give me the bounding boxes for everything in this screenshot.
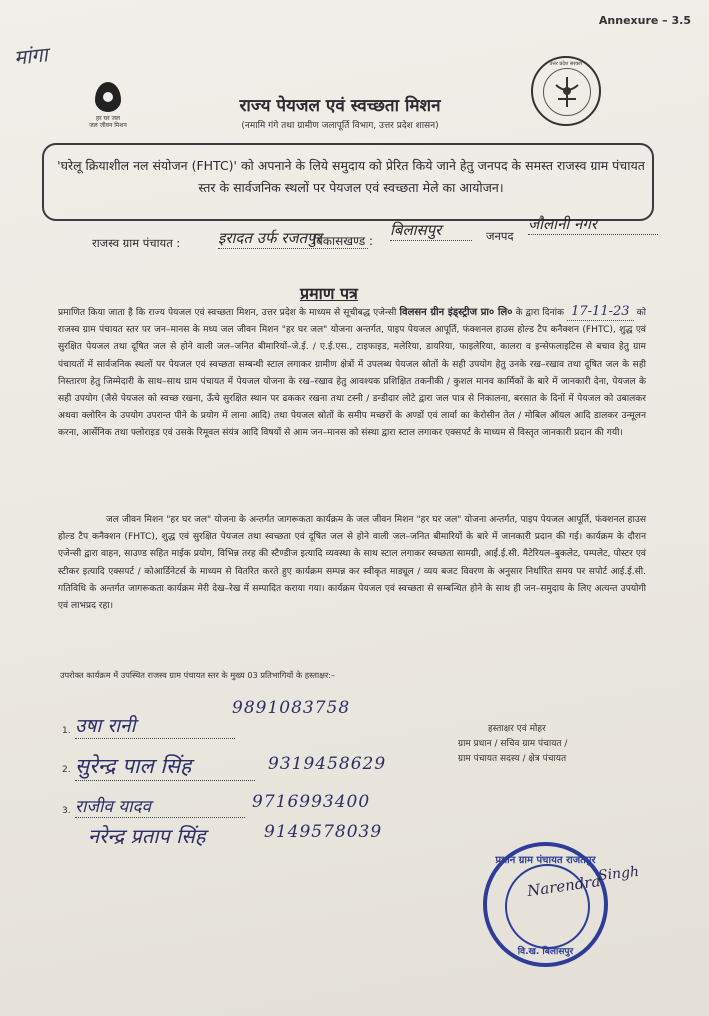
district-value: जौलानी नगर [528, 214, 658, 235]
participant-2-phone: 9319458629 [268, 754, 387, 774]
logo-caption: हर घर जल जल जीवन मिशन [89, 115, 127, 129]
signature-block-line-1: हस्ताक्षर एवं मोहर [488, 724, 546, 734]
water-drop-icon [95, 82, 121, 112]
har-ghar-jal-logo [78, 82, 138, 129]
village-label: राजस्व ग्राम पंचायत : [92, 236, 181, 250]
stamp-bottom-text: वि.ख. बिलासपुर [517, 947, 574, 957]
participants-intro: उपरोक्त कार्यक्रम में उपस्थित राजस्व ग्राम पंचायत स्तर के मुख्य 03 प्रतिभागियों के हस्ताक्षर:– [60, 670, 336, 680]
event-description: 'घरेलू क्रियाशील नल संयोजन (FHTC)' को अपनाने के लिये समुदाय को प्रेरित किये जाने हेतु जनपद के समस्त राजस्व ग्राम पंचायत स्तर के सार्वजनिक स्थलों पर पेयजल एवं स्वच्छता मेले का आयोजन। [57, 158, 645, 195]
certificate-heading: प्रमाण पत्र [300, 284, 358, 303]
stamp-top-text: प्रधान ग्राम पंचायत राजतपुर [495, 855, 596, 866]
participant-3-number: 3. [62, 806, 71, 816]
certificate-paragraph-1 [58, 303, 646, 443]
block-label: विकासखण्ड : [313, 234, 374, 248]
certificate-paragraph-2: जल जीवन मिशन "हर घर जल" योजना के अन्तर्गत जागरूकता कार्यक्रम के जल जीवन मिशन "हर घर जल" योजना अन्तर्गत, पाइप पेयजल आपूर्ति, फंक्शनल हाउस होल्ड टैप कनैक्शन (FHTC), शुद्ध एवं सुरक्षित पेयजल तथा स्वच्छता एवं दूषित जल से होने वाली जल–जनित बीमारियों के बारे में जानकारी प्रदान की गई। कार्यक्रम के दौरान एजेन्सी द्वारा वाहन, साउण्ड सहित माईक प्रयोग, विभिन्न तरह की स्टैण्डीज इत्यादि व्यवस्था के साथ स्टाल लगाकर स्वच्छता सामग्री, आई.ई.सी. मैटेरियल–बुकलेट, पम्पलेट, पोस्टर एवं स्टीकर इत्यादि एक्सपर्ट / कोआर्डिनेटर्स के माध्यम से वितरित करते हुए कार्यक्रम सम्पन्न कर स्वीकृत माड्यूल / व्यय बजट विवरण के अनुसार निर्धारित समय पर सपोर्ट आई.ई.सी. गतिविधि के अन्तर्गत जागरूकता कार्यक्रम मेरी देख–रेख में सम्पादित कराया गया। कार्यक्रम पेयजल एवं स्वच्छता से सम्बन्धित होने के साथ ही जन–समुदाय के लिए अत्यन्त उपयोगी एवं लाभप्रद रहा। [58, 515, 646, 612]
block-value: बिलासपुर [390, 220, 472, 241]
village-value: इरादत उर्फ रजतपुर [218, 228, 368, 249]
agency-name: विलसन ग्रीन इंड्स्ट्रीज प्रा० लि० [399, 307, 513, 318]
signature-block-line-3: ग्राम पंचायत सदस्य / क्षेत्र पंचायत [458, 754, 567, 764]
pradhan-signature: Narendra [526, 871, 602, 901]
mission-subtitle: (नमामि गंगे तथा ग्रामीण जलापूर्ति विभाग, उत्तर प्रदेश शासन) [241, 121, 439, 131]
participant-2-number: 2. [62, 765, 71, 775]
mission-title: राज्य पेयजल एवं स्वच्छता मिशन [239, 96, 441, 116]
para1-body: को राजस्व ग्राम पंचायत स्तर पर जन–मानस के मध्य जल जीवन मिशन "हर घर जल" योजना अन्तर्गत, पाइप पेयजल आपूर्ति, फंक्शनल हाउस होल्ड टैप कनैक्शन (FHTC), शुद्ध एवं सुरक्षित पेयजल तथा दूषित जल से होने वाली जल–जनित बीमारियों–जे.ई. / ए.ई.एस., टाइफाइड, मलेरिया, डायरिया, फाइलेरिया, कालरा व इन्सेफलाइटिस से बचाव हेतु ग्राम पंचायतों में सार्वजनिक स्थलों पर पेयजल एवं स्वच्छता सम्बन्धी स्टाल लगाकर ग्रामीण क्षेत्रों में उपलब्ध पेयजल स्रोतों के सही उपयोग हेतु उनके रख–रखाव तथा दूषित जल के सही निस्तारण हेतु जिम्मेदारी के साथ–साथ ग्राम पंचायत में पेयजल योजना के रख–रखाव हेतु आवश्यक प्रशिक्षित तकनीकी / कुशल मानव कार्मिकों के बारे में जानकारी देना, पेयजल के सही उपयोग (जैसे पेयजल को स्वच्छ रखना, ऊँचे सुरक्षित स्थान पर ढककर रखना तथा टस्नी / डन्डीदार लोटे द्वारा जल पात्र से निकालना, बरसात के दिनों में पेयजल को उबालकर अथवा क्लोरिन के उपयोग उपरान्त पीने के प्रयोग में लाना आदि) तथा पेयजल स्रोतों के समीप मच्छरों के अण्डों एवं लार्वा का केरोसीन तेल / मोबिल ऑयल आदि डालकर उन्मूलन करना, आर्सेनिक तथा फ्लोराइड एवं उसके रिमूवल संयंत्र आदि विषयों से आम जन–मानस को संस्था द्वारा स्टाल लगाकर एक्सपर्ट के माध्यम से विस्तृत जानकारी प्रदान की गयी। [58, 308, 646, 439]
participant-3-signature: राजीव यादव [75, 794, 245, 818]
corner-handwritten-note: मांगा [12, 42, 49, 70]
participant-4-phone: 9149578039 [264, 822, 383, 842]
pradhan-signature-surname: Singh [597, 863, 640, 885]
annexure-label: Annexure – 3.5 [598, 14, 691, 27]
participant-1-signature: उषा रानी [75, 712, 235, 739]
participant-1-phone: 9891083758 [232, 698, 351, 718]
pradhan-stamp [483, 842, 608, 967]
event-date: 17-11-23 [567, 303, 633, 321]
seal-emblem-icon [543, 68, 591, 116]
participant-4-signature: नरेन्द्र प्रताप सिंह [88, 824, 206, 848]
signature-block-line-2: ग्राम प्रधान / सचिव ग्राम पंचायत / [458, 739, 568, 749]
participant-3-phone: 9716993400 [252, 792, 371, 812]
up-government-seal [531, 56, 601, 126]
participant-2-signature: सुरेन्द्र पाल सिंह [75, 752, 255, 781]
district-label: जनपद [486, 229, 514, 243]
seal-text: उत्तर प्रदेश सरकार [549, 61, 583, 67]
participant-1-number: 1. [62, 726, 71, 736]
para1-intro: प्रमाणित किया जाता है कि राज्य पेयजल एवं स्वच्छता मिशन, उत्तर प्रदेश के माध्यम से सूचीबद्ध एजेन्सी [58, 308, 397, 318]
date-label: के द्वारा दिनांक [515, 308, 565, 318]
signature-block [458, 722, 567, 767]
